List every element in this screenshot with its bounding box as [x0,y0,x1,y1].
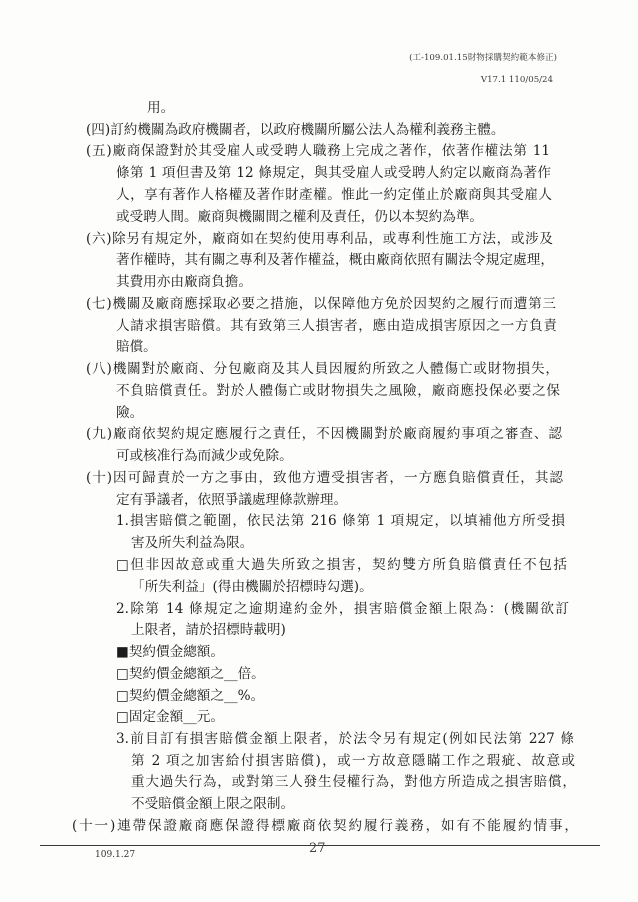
cap-option-percent-of-total: □契約價金總額之__%。 [116,688,265,704]
previous-clause-continuation: 用。 [147,100,175,116]
clause-10-item-1-line-2: 害及所失利益為限。 [131,535,254,551]
cap-option-contract-total-checked: ■契約價金總額。 [116,644,224,660]
header-version: V17.1 110/05/24 [480,75,553,85]
clause-10-item-2-line-1: 2.除第 14 條規定之逾期違約金外，損害賠償金額上限為：(機關欲訂 [116,601,569,617]
footer-date: 109.1.27 [95,850,136,860]
cap-option-fixed-amount: □固定金額__元。 [116,709,224,725]
header-revision-note: (工-109.01.15財物採購契約範本修正) [409,53,557,63]
clause-8-line-2: 不負賠償責任。對於人體傷亡或財物損失之風險，廠商應投保必要之保 [116,383,560,399]
clause-10-item-1-line-1: 1.損害賠償之範圍，依民法第 216 條第 1 項規定，以填補他方所受損 [116,513,565,529]
clause-7-line-1: (七)機關及廠商應採取必要之措施，以保障他方免於因契約之履行而遭第三 [86,296,556,312]
clause-10-item-3-line-4: 不受賠償金額上限之限制。 [131,796,295,812]
clause-10-line-2: 定有爭議者，依照爭議處理條款辦理。 [116,492,348,508]
clause-7-line-3: 賠償。 [116,339,157,355]
clause-9-line-2: 可或核准行為而減少或免除。 [116,448,293,464]
lost-profit-exclusion-checkbox-line-2: 「所失利益」(得由機關於招標時勾選)。 [131,579,373,595]
clause-5-line-1: (五)廠商保證對於其受雇人或受聘人職務上完成之著作，依著作權法第 11 [86,143,550,159]
clause-5-line-4: 或受聘人間。廠商與機關間之權利及責任，仍以本契約為準。 [116,209,484,225]
page-number: 27 [309,841,326,856]
clause-10-item-3-line-1: 3.前目訂有損害賠償金額上限者，於法令另有規定(例如民法第 227 條 [116,731,574,747]
clause-8-line-1: (八)機關對於廠商、分包廠商及其人員因履約所致之人體傷亡或財物損失， [86,361,559,377]
clause-10-item-2-line-2: 上限者，請於招標時載明) [131,622,286,638]
clause-4-text: (四)訂約機關為政府機關者，以政府機關所屬公法人為權利義務主體。 [86,122,505,138]
clause-6-line-1: (六)除另有規定外，廠商如在契約使用專利品，或專利性施工方法，或涉及 [86,231,553,247]
lost-profit-exclusion-checkbox-line-1: □但非因故意或重大過失所致之損害，契約雙方所負賠償責任不包括 [116,557,567,573]
clause-10-line-1: (十)因可歸責於一方之事由，致他方遭受損害者，一方應負賠償責任，其認 [86,470,563,486]
clause-8-line-3: 險。 [116,405,144,421]
clause-6-line-3: 其費用亦由廠商負擔。 [116,274,252,290]
clause-5-line-3: 人，享有著作人格權及著作財產權。惟此一約定僅止於廠商與其受雇人 [116,187,552,203]
clause-5-line-2: 條第 1 項但書及第 12 條規定，與其受雇人或受聘人約定以廠商為著作 [116,165,551,181]
clause-6-line-2: 著作權時，其有關之專利及著作權益，概由廠商依照有關法令規定處理， [116,252,554,268]
cap-option-multiple-of-total: □契約價金總額之__倍。 [116,666,265,682]
clause-10-item-3-line-3: 重大過失行為，或對第三人發生侵權行為，對他方所造成之損害賠償， [131,774,576,790]
clause-11-line-1: (十一)連帶保證廠商應保證得標廠商依契約履行義務，如有不能履約情事， [72,818,578,834]
clause-7-line-2: 人請求損害賠償。其有致第三人損害者，應由造成損害原因之一方負責 [116,318,557,334]
clause-10-item-3-line-2: 第 2 項之加害給付損害賠償)，或一方故意隱瞞工作之瑕疵、故意或 [131,753,575,769]
clause-9-line-1: (九)廠商依契約規定應履行之責任，不因機關對於廠商履約事項之審查、認 [86,426,562,442]
